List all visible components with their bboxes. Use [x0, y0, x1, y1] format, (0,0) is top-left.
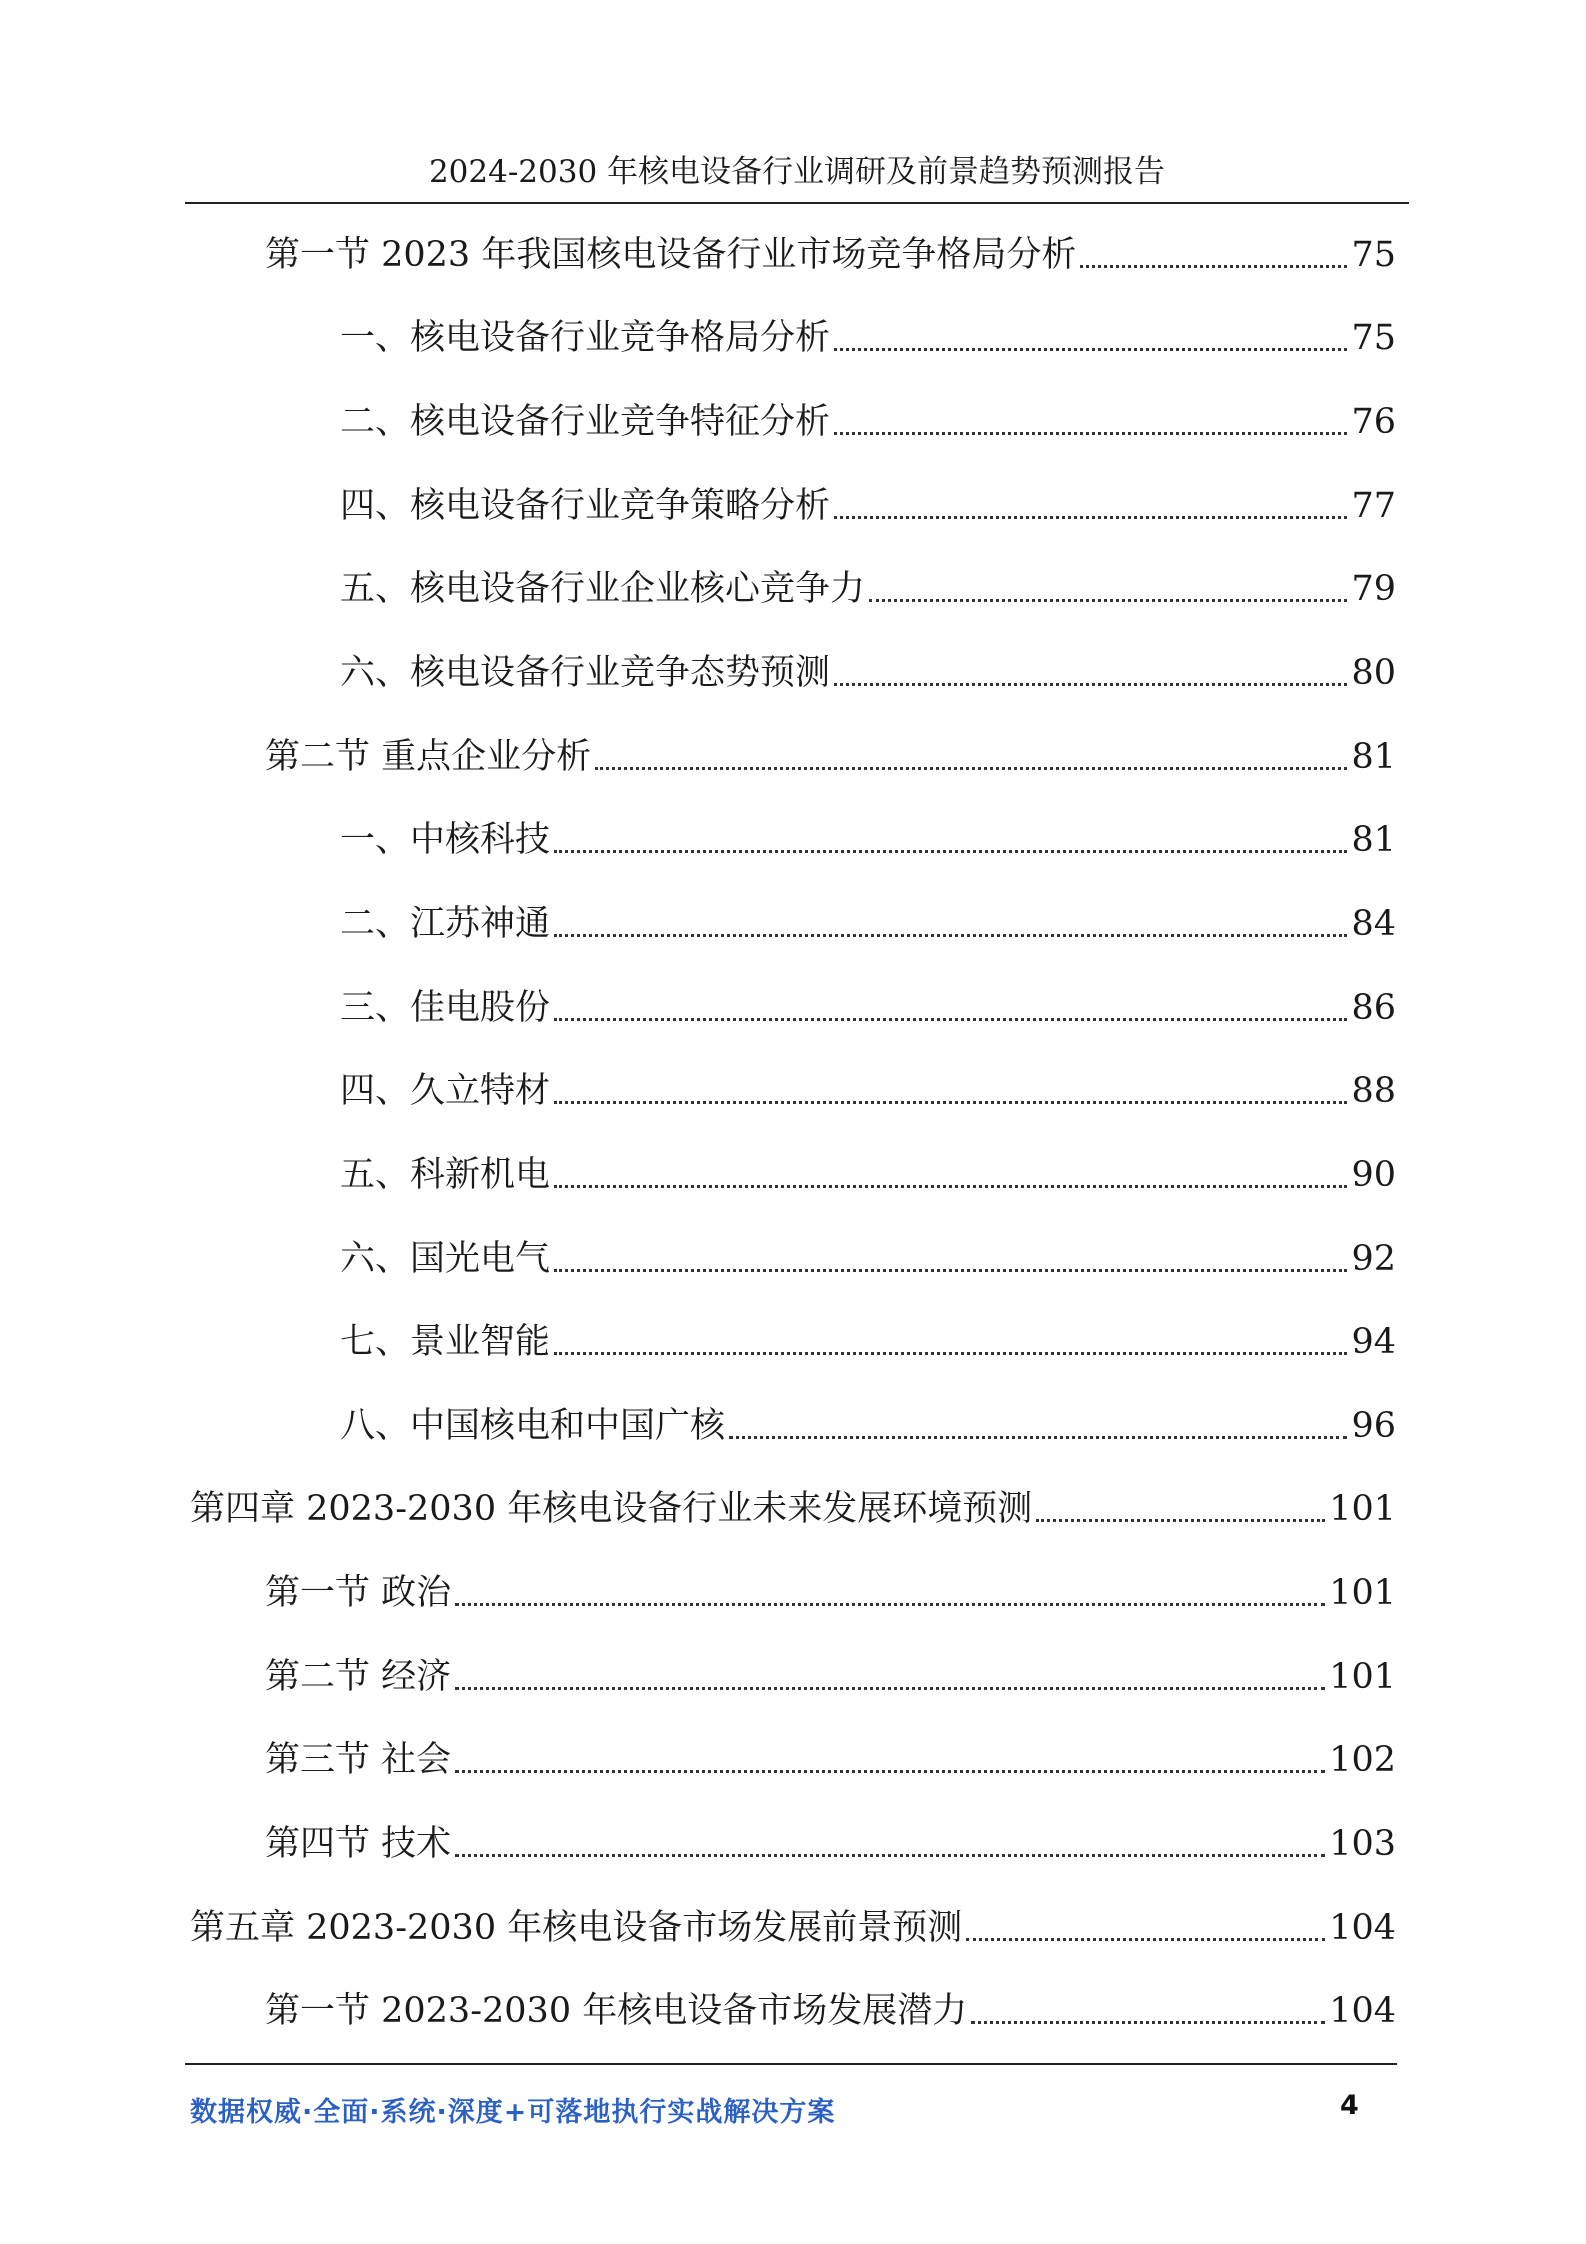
toc-entry-page: 80: [1351, 653, 1396, 693]
toc-leader-dots: [966, 1938, 1325, 1941]
toc-entry[interactable]: [340, 564, 1396, 614]
toc-entry-page: 81: [1351, 737, 1396, 777]
toc-entry-page: 79: [1351, 569, 1396, 609]
toc-entry-title: 五、核电设备行业企业核心竞争力: [340, 569, 866, 609]
footer-page-number: 4: [1340, 2090, 1359, 2121]
toc-leader-dots: [869, 599, 1347, 602]
toc-entry-title: 第二节 经济: [265, 1657, 452, 1697]
toc-entry[interactable]: [265, 1568, 1396, 1618]
toc-entry[interactable]: [265, 230, 1396, 280]
toc-leader-dots: [455, 1603, 1325, 1606]
toc-leader-dots: [554, 1352, 1347, 1355]
header-divider: [185, 202, 1409, 204]
toc-entry[interactable]: [340, 815, 1396, 865]
toc-entry[interactable]: [340, 899, 1396, 949]
toc-entry-page: 77: [1351, 486, 1396, 526]
toc-entry[interactable]: [265, 1986, 1396, 2036]
toc-entry-title: 五、科新机电: [340, 1155, 551, 1195]
toc-entry[interactable]: [340, 1150, 1396, 1200]
toc-entry-title: 八、中国核电和中国广核: [340, 1406, 726, 1446]
toc-entry[interactable]: [340, 1317, 1396, 1367]
toc-entry-title: 二、江苏神通: [340, 904, 551, 944]
toc-entry-page: 101: [1329, 1657, 1396, 1697]
toc-leader-dots: [554, 850, 1347, 853]
page-header-title: 2024-2030 年核电设备行业调研及前景趋势预测报告: [428, 154, 1166, 190]
toc-entry-page: 101: [1329, 1489, 1396, 1529]
toc-entry-title: 一、中核科技: [340, 820, 551, 860]
toc-entry-page: 104: [1329, 1991, 1396, 2031]
toc-leader-dots: [554, 1018, 1347, 1021]
toc-entry[interactable]: [265, 732, 1396, 782]
toc-leader-dots: [834, 348, 1347, 351]
toc-entry[interactable]: [340, 397, 1396, 447]
toc-entry-title: 第一节 2023 年我国核电设备行业市场竞争格局分析: [265, 235, 1077, 275]
toc-leader-dots: [554, 934, 1347, 937]
toc-entry-title: 六、国光电气: [340, 1239, 551, 1279]
toc-entry-page: 102: [1329, 1740, 1396, 1780]
toc-entry-title: 三、佳电股份: [340, 988, 551, 1028]
toc-entry-page: 75: [1351, 235, 1396, 275]
toc-entry-title: 四、久立特材: [340, 1071, 551, 1111]
toc-entry-title: 第一节 政治: [265, 1573, 452, 1613]
toc-entry[interactable]: [190, 1903, 1396, 1953]
toc-entry-title: 第二节 重点企业分析: [265, 737, 592, 777]
toc-leader-dots: [1036, 1519, 1325, 1522]
toc-leader-dots: [971, 2021, 1325, 2024]
toc-entry-page: 76: [1351, 402, 1396, 442]
toc-leader-dots: [455, 1770, 1325, 1773]
toc-leader-dots: [455, 1854, 1325, 1857]
footer-divider: [185, 2063, 1397, 2065]
toc-entry[interactable]: [340, 481, 1396, 531]
toc-entry-page: 94: [1351, 1322, 1396, 1362]
toc-entry[interactable]: [340, 313, 1396, 363]
toc-leader-dots: [554, 1101, 1347, 1104]
toc-entry-title: 四、核电设备行业竞争策略分析: [340, 486, 831, 526]
toc-entry-page: 101: [1329, 1573, 1396, 1613]
toc-entry-title: 第四章 2023-2030 年核电设备行业未来发展环境预测: [190, 1489, 1033, 1529]
toc-entry[interactable]: [340, 1066, 1396, 1116]
toc-leader-dots: [595, 767, 1347, 770]
toc-leader-dots: [554, 1269, 1347, 1272]
toc-entry-page: 81: [1351, 820, 1396, 860]
toc-entry-page: 90: [1351, 1155, 1396, 1195]
toc-leader-dots: [1080, 265, 1347, 268]
toc-entry-page: 92: [1351, 1239, 1396, 1279]
toc-entry[interactable]: [265, 1652, 1396, 1702]
toc-entry-title: 二、核电设备行业竞争特征分析: [340, 402, 831, 442]
toc-leader-dots: [554, 1185, 1347, 1188]
toc-leader-dots: [834, 683, 1347, 686]
toc-entry[interactable]: [340, 648, 1396, 698]
toc-entry-title: 第一节 2023-2030 年核电设备市场发展潜力: [265, 1991, 968, 2031]
toc-entry-page: 75: [1351, 318, 1396, 358]
toc-entry[interactable]: [340, 1234, 1396, 1284]
toc-entry-page: 88: [1351, 1071, 1396, 1111]
toc-entry[interactable]: [340, 983, 1396, 1033]
toc-entry[interactable]: [190, 1484, 1396, 1534]
toc-entry-page: 103: [1329, 1824, 1396, 1864]
toc-entry-page: 104: [1329, 1908, 1396, 1948]
toc-entry-title: 第三节 社会: [265, 1740, 452, 1780]
toc-leader-dots: [729, 1436, 1347, 1439]
toc-leader-dots: [834, 516, 1347, 519]
toc-entry[interactable]: [265, 1735, 1396, 1785]
toc-entry-page: 86: [1351, 988, 1396, 1028]
footer-slogan: 数据权威·全面·系统·深度+可落地执行实战解决方案: [190, 2097, 836, 2128]
toc-leader-dots: [455, 1687, 1325, 1690]
toc-entry-title: 七、景业智能: [340, 1322, 551, 1362]
toc-entry[interactable]: [265, 1819, 1396, 1869]
toc-entry-title: 一、核电设备行业竞争格局分析: [340, 318, 831, 358]
toc-entry-title: 第五章 2023-2030 年核电设备市场发展前景预测: [190, 1908, 963, 1948]
toc-entry-page: 84: [1351, 904, 1396, 944]
toc-entry-title: 六、核电设备行业竞争态势预测: [340, 653, 831, 693]
toc-entry[interactable]: [340, 1401, 1396, 1451]
toc-entry-title: 第四节 技术: [265, 1824, 452, 1864]
toc-entry-page: 96: [1351, 1406, 1396, 1446]
toc-leader-dots: [834, 432, 1347, 435]
